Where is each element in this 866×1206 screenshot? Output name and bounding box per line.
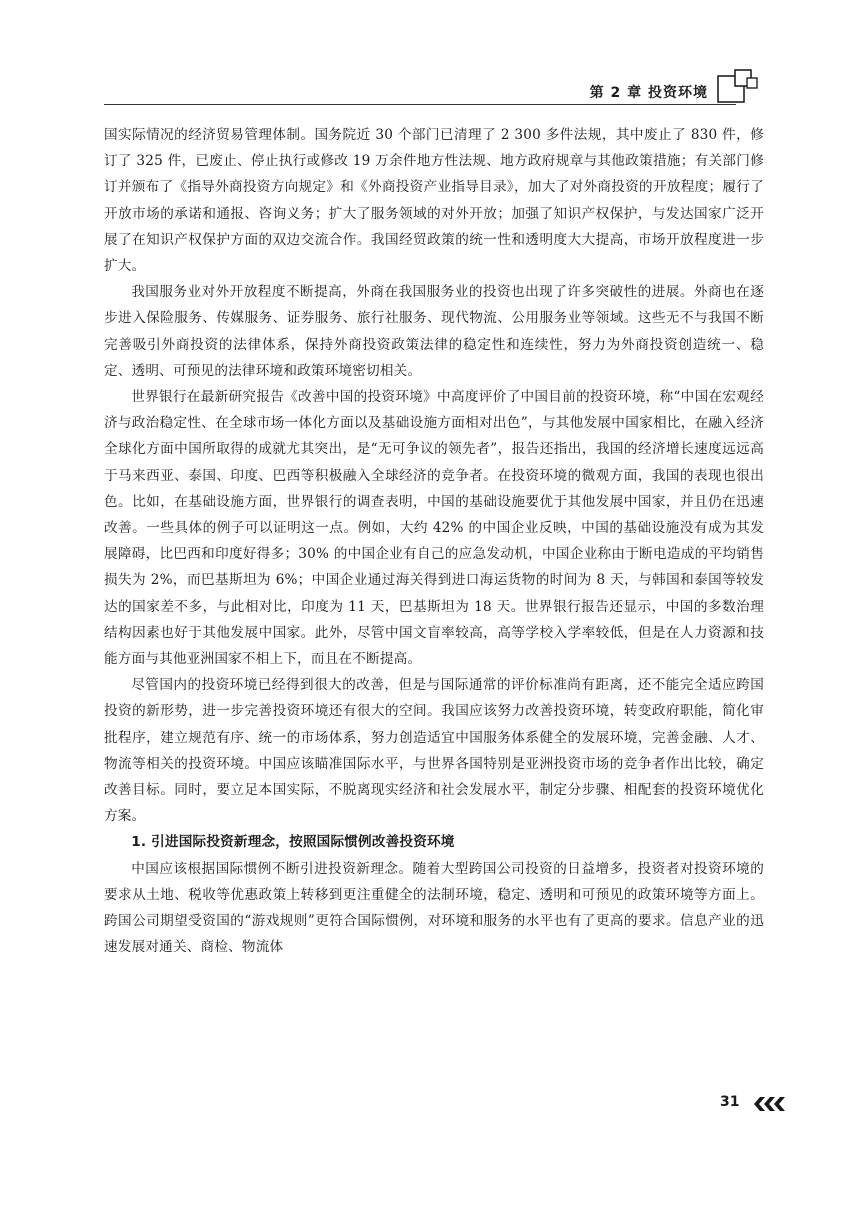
paragraph-3: 世界银行在最新研究报告《改善中国的投资环境》中高度评价了中国目前的投资环境，称“中国在宏观经济与政治稳定性、在全球市场一体化方面以及基础设施方面相对出色”，与其他发展中国家相比，在融入经济全球化方面中国所取得的成就尤其突出，是“无可争议的领先者”，报告还指出，我国的经济增长速度远远高于马来西亚、泰国、印度、巴西等积极融入全球经济的竞争者。在投资环境的微观方面，我国的表现也很出色。比如，在基础设施方面，世界银行的调查表明，中国的基础设施要优于其他发展中国家，并且仍在迅速改善。一些具体的例子可以证明这一点。例如，大约 42% 的中国企业反映，中国的基础设施没有成为其发展障碍，比巴西和印度好得多；30% 的中国企业有自己的应急发动机，中国企业称由于断电造成的平均销售损失为 2%，而巴基斯坦为 6%；中国企业通过海关得到进口海运货物的时间为 8 天，与韩国和泰国等较发达的国家差不多，与此相对比，印度为 11 天，巴基斯坦为 18 天。世界银行报告还显示，中国的多数治理结构因素也好于其他发展中国家。此外，尽管中国文盲率较高，高等学校入学率较低，但是在人力资源和技能方面与其他亚洲国家不相上下，而且在不断提高。: [104, 389, 764, 668]
nested-squares-icon: [717, 64, 763, 104]
page-footer: [720, 1094, 800, 1114]
paragraph-2: 我国服务业对外开放程度不断提高，外商在我国服务业的投资也出现了许多突破性的进展。外商也在逐步进入保险服务、传媒服务、证券服务、旅行社服务、现代物流、公用服务业等领域。这些无不与我国不断完善吸引外商投资的法律体系，保持外商投资政策法律的稳定性和连续性，努力为外商投资创造统一、稳定、透明、可预见的法律环境和政策环境密切相关。: [104, 284, 764, 379]
paragraph-4: 尽管国内的投资环境已经得到很大的改善，但是与国际通常的评价标准尚有距离，还不能完全适应跨国投资的新形势，进一步完善投资环境还有很大的空间。我国应该努力改善投资环境，转变政府职能，简化审批程序，建立规范有序、统一的市场体系，努力创造适宜中国服务体系健全的发展环境，完善金融、人才、物流等相关的投资环境。中国应该瞄准国际水平，与世界各国特别是亚洲投资市场的竞争者作出比较，确定改善目标。同时，要立足本国实际，不脱离现实经济和社会发展水平，制定分步骤、相配套的投资环境优化方案。: [104, 677, 764, 825]
paragraph-5: 中国应该根据国际惯例不断引进投资新理念。随着大型跨国公司投资的日益增多，投资者对投资环境的要求从土地、税收等优惠政策上转移到更注重健全的法制环境，稳定、透明和可预见的政策环境等方面上。跨国公司期望受资国的“游戏规则”更符合国际惯例，对环境和服务的水平也有了更高的要求。信息产业的迅速发展对通关、商检、物流体: [104, 860, 764, 956]
page-number: 31: [720, 1094, 740, 1110]
running-header: [104, 60, 764, 106]
paragraph-1: 国实际情况的经济贸易管理体制。国务院近 30 个部门已清理了 2 300 多件法规，其中废止了 830 件，修订了 325 件，已废止、停止执行或修改 19 万余件地方性法规、地方政府规章与其他政策措施；有关部门修订并颁布了《指导外商投资方向规定》和《外商投资产业指导目录》，加大了对外商投资的开放程度；履行了开放市场的承诺和通报、咨询义务；扩大了服务领域的对外开放；加强了知识产权保护，与发达国家广泛开展了在知识产权保护方面的双边交流合作。我国经贸政策的统一性和透明度大大提高，市场开放程度进一步扩大。: [104, 127, 764, 275]
section-heading: 1. 引进国际投资新理念，按照国际惯例改善投资环境: [131, 834, 455, 851]
chapter-title: 第 2 章 投资环境: [589, 85, 708, 101]
body-text: [104, 122, 764, 961]
header-rule: [104, 104, 736, 105]
chevrons-left-icon: [748, 1096, 792, 1112]
